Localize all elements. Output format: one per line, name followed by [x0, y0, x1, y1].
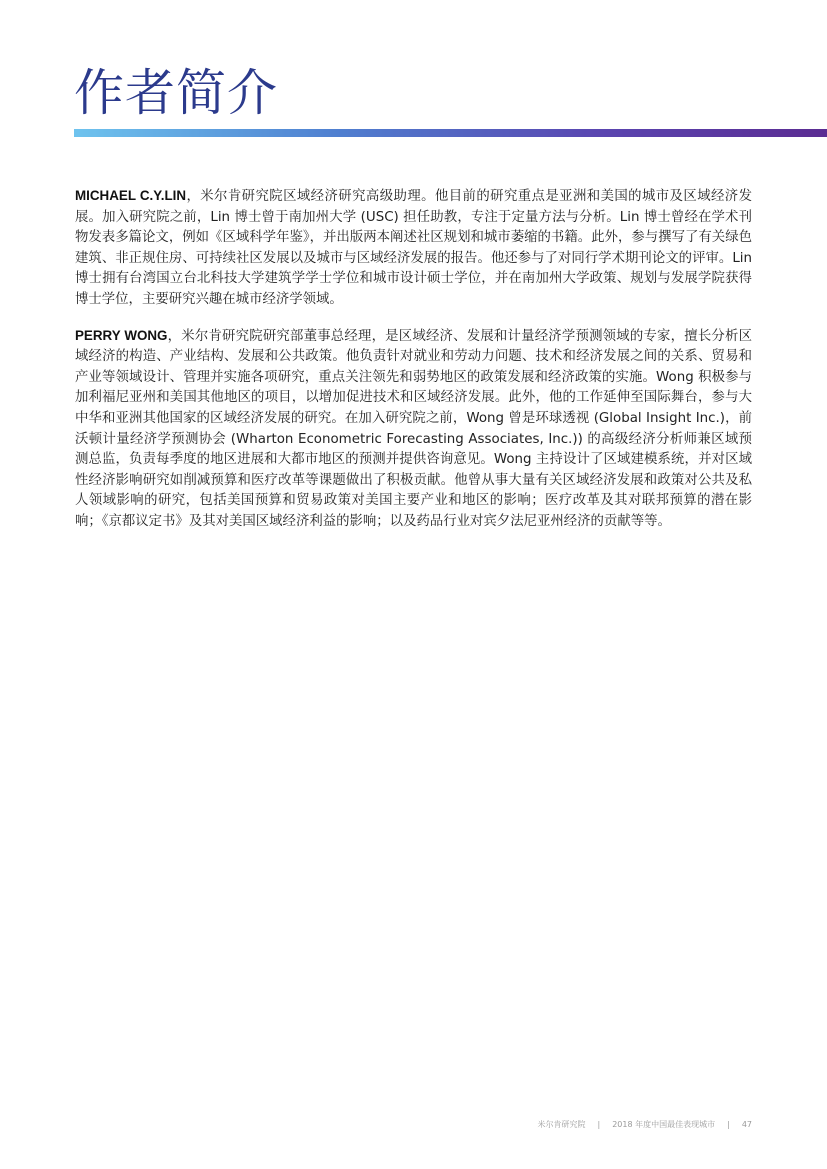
- author-bio-text: ，米尔肯研究院研究部董事总经理，是区域经济、发展和计量经济学预测领域的专家，擅长分析区域经济的构造、产业结构、发展和公共政策。他负责针对就业和劳动力问题、技术和经济发展之间的关系、贸易和产业等领域设计、管理并实施各项研究，重点关注领先和弱势地区的政策发展和经济政策的实施。Wong 积极参与加利福尼亚州和美国其他地区的项目，以增加促进技术和区域经济发展。此外，他的工作延伸至国际舞台，参与大中华和亚洲其他国家的区域经济发展的研究。在加入研究院之前，Wong 曾是环球透视 (Global Insight Inc.)，前沃顿计量经济学预测协会 (Wharton Econometric Forecasting Associates, Inc.)) 的高级经济分析师兼区域预测总监，负责每季度的地区进展和大都市地区的预测并提供咨询意见。Wong 主持设计了区域建模系统，并对区域性经济影响研究如削减预算和医疗改革等课题做出了积极贡献。他曾从事大量有关区域经济发展和政策对公共及私人领域影响的研究，包括美国预算和贸易政策对美国主要产业和地区的影响；医疗改革及其对联邦预算的潜在影响；《京都议定书》及其对美国区域经济利益的影响；以及药品行业对宾夕法尼亚州经济的贡献等等。: [75, 328, 752, 529]
- title-gradient-rule: [74, 129, 827, 137]
- page-footer: [538, 1119, 753, 1131]
- footer-separator: |: [597, 1120, 601, 1129]
- footer-org: 米尔肯研究院: [537, 1120, 586, 1129]
- author-name: MICHAEL C.Y.LIN: [75, 188, 187, 203]
- bio-michael-lin: [75, 186, 752, 311]
- author-name: PERRY WONG: [75, 327, 168, 343]
- page-number: 47: [741, 1120, 752, 1129]
- author-bios: [75, 186, 752, 548]
- footer-separator: |: [727, 1120, 730, 1129]
- author-bio-text: ，米尔肯研究院区域经济研究高级助理。他目前的研究重点是亚洲和美国的城市及区域经济发展。加入研究院之前，Lin 博士曾于南加州大学 (USC) 担任助教，专注于定量方法与分析。Lin 博士曾经在学术刊物发表多篇论文，例如《区域科学年鉴》，并出版两本阐述社区规划和城市萎缩的书籍。此外，参与撰写了有关绿色建筑、非正规住房、可持续社区发展以及城市与区域经济发展的报告。他还参与了对同行学术期刊论文的评审。Lin 博士拥有台湾国立台北科技大学建筑学学士学位和城市设计硕士学位，并在南加州大学政策、规划与发展学院获得博士学位，主要研究兴趣在城市经济学领域。: [75, 189, 753, 307]
- bio-perry-wong: [75, 326, 752, 533]
- page-title: 作者简介: [74, 64, 278, 122]
- footer-report-title: 2018 年度中国最佳表现城市: [612, 1120, 716, 1129]
